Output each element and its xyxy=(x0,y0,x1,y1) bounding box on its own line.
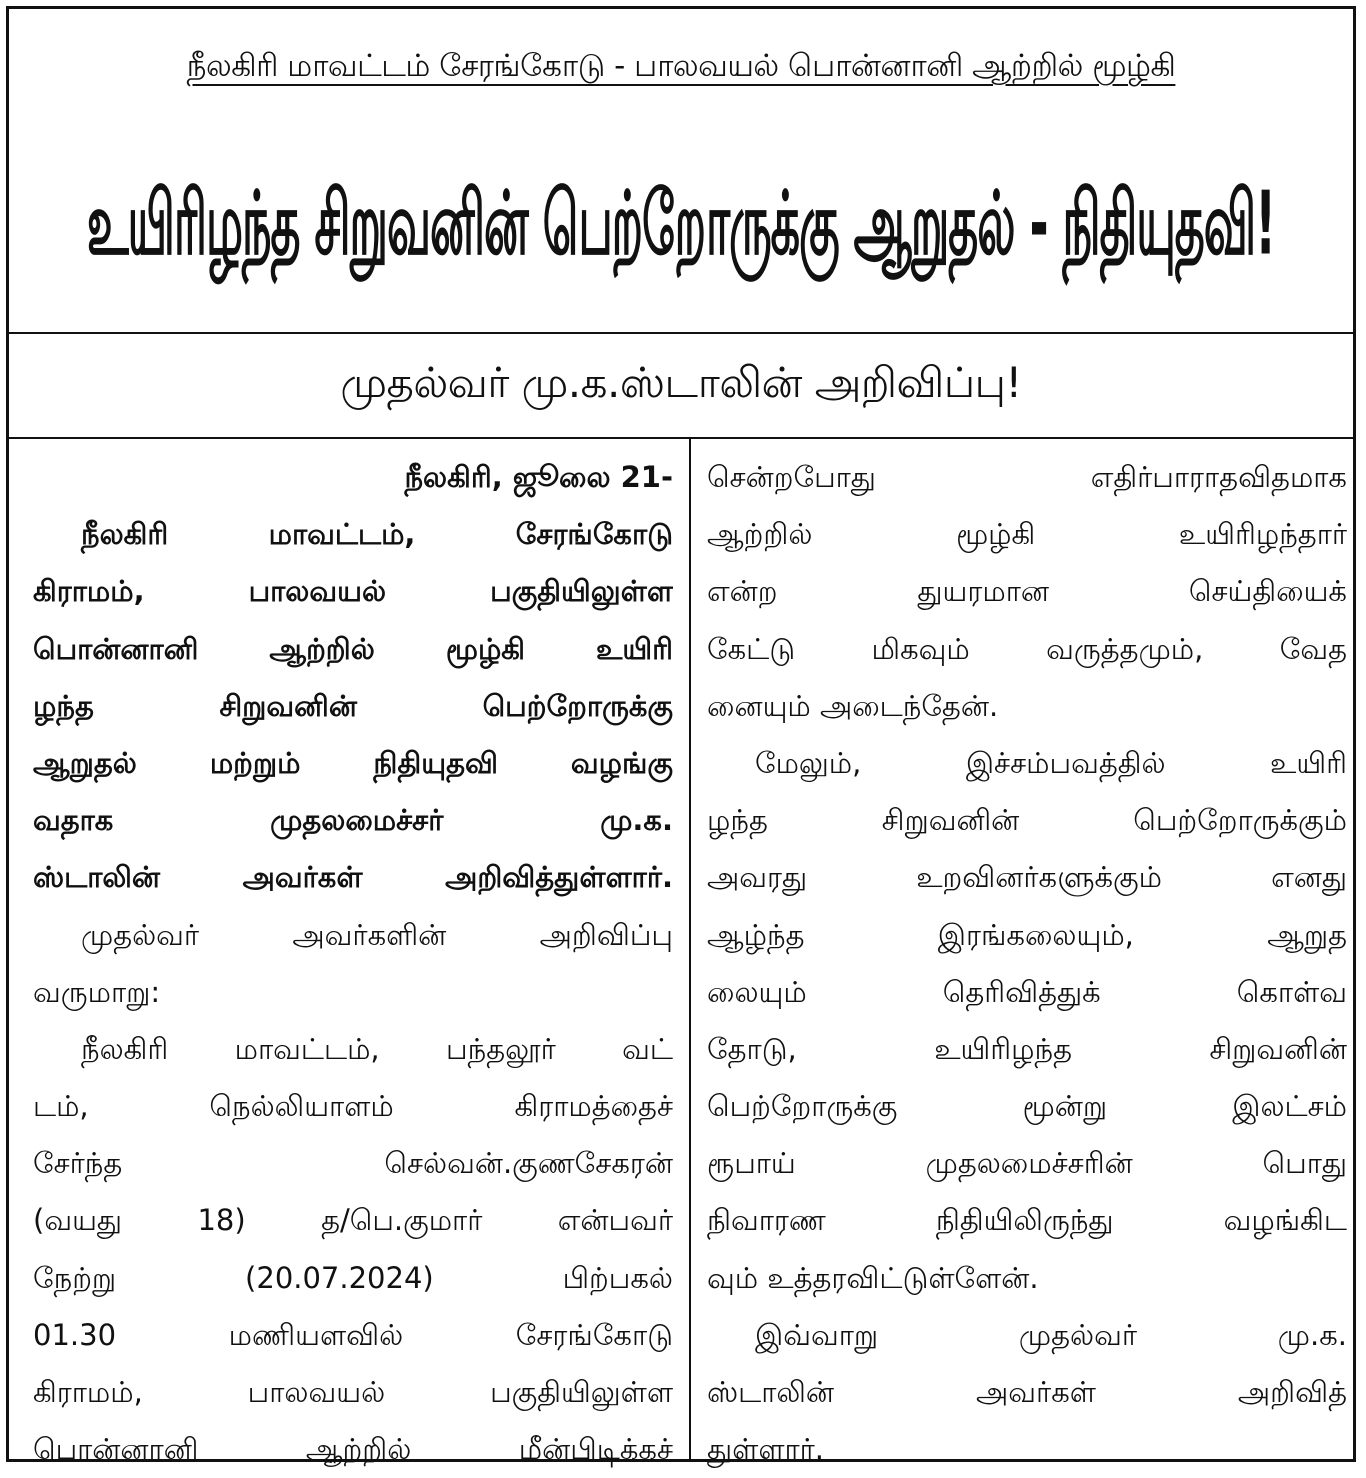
divider xyxy=(9,437,1353,439)
body-line: மேலும், இச்சம்பவத்தில் உயிரி xyxy=(755,745,1347,780)
body-line: கேட்டு மிகவும் வருத்தமும், வேத xyxy=(707,631,1347,666)
kicker-text: நீலகிரி மாவட்டம் சேரங்கோடு - பாலவயல் பொன்னானி ஆற்றில் மூழ்கி xyxy=(186,48,1176,84)
news-article xyxy=(6,6,1356,1467)
body-line: ஆழ்ந்த இரங்கலையும், ஆறுத xyxy=(707,917,1347,952)
dateline: நீலகிரி, ஜூலை 21- xyxy=(404,460,673,494)
body-line: தோடு, உயிரிழந்த சிறுவனின் xyxy=(707,1031,1347,1066)
column-divider xyxy=(689,439,691,1459)
body-line: அவரது உறவினர்களுக்கும் எனது xyxy=(707,860,1347,895)
subhead-text: முதல்வர் மு.க.ஸ்டாலின் அறிவிப்பு! xyxy=(340,358,1022,407)
article-kicker xyxy=(9,9,1353,127)
article-headline xyxy=(9,127,1353,332)
body-line: நீலகிரி மாவட்டம், சேரங்கோடு xyxy=(81,517,673,552)
body-line: வதாக முதலமைச்சர் மு.க. xyxy=(33,803,673,838)
body-line: இவ்வாறு முதல்வர் மு.க. xyxy=(755,1317,1347,1352)
body-line: கிராமம், பாலவயல் பகுதியிலுள்ள xyxy=(33,574,673,609)
body-line: சேர்ந்த செல்வன்.குணசேகரன் xyxy=(33,1146,673,1181)
body-line: ழந்த சிறுவனின் பெற்றோருக்கு xyxy=(33,688,673,723)
body-line: ரூபாய் முதலமைச்சரின் பொது xyxy=(707,1146,1347,1181)
body-line: முதல்வர் அவர்களின் அறிவிப்பு xyxy=(81,917,673,952)
body-line: ஸ்டாலின் அவர்கள் அறிவித்துள்ளார். xyxy=(33,860,673,895)
body-line: ஆறுதல் மற்றும் நிதியுதவி வழங்கு xyxy=(33,745,673,780)
body-line: பொன்னானி ஆற்றில் மீன்பிடிக்கச் xyxy=(33,1432,673,1467)
body-line: வருமாறு: xyxy=(33,974,161,1009)
right-column xyxy=(707,449,1347,1478)
body-line: லையும் தெரிவித்துக் கொள்வ xyxy=(707,974,1347,1009)
article-subhead xyxy=(9,334,1353,437)
body-line: ஆற்றில் மூழ்கி உயிரிழந்தார் xyxy=(707,517,1347,552)
body-line: பொன்னானி ஆற்றில் மூழ்கி உயிரி xyxy=(33,631,673,666)
headline-text: உயிரிழந்த சிறுவனின் பெற்றோருக்கு ஆறுதல் - நிதியுதவி! xyxy=(86,171,1276,275)
body-line: டம், நெல்லியாளம் கிராமத்தைச் xyxy=(33,1089,673,1124)
body-line: நேற்று (20.07.2024) பிற்பகல் xyxy=(33,1260,673,1295)
body-line: நீலகிரி மாவட்டம், பந்தலூர் வட் xyxy=(81,1031,673,1066)
body-line: என்ற துயரமான செய்தியைக் xyxy=(707,574,1347,609)
body-line: ழந்த சிறுவனின் பெற்றோருக்கும் xyxy=(707,803,1347,838)
body-line: (வயது 18) த/பெ.குமார் என்பவர் xyxy=(33,1203,673,1238)
body-line: துள்ளார். xyxy=(707,1432,825,1467)
body-line: ஸ்டாலின் அவர்கள் அறிவித் xyxy=(707,1375,1347,1409)
body-line: வும் உத்தரவிட்டுள்ளேன். xyxy=(707,1260,1039,1295)
body-line: கிராமம், பாலவயல் பகுதியிலுள்ள xyxy=(33,1375,673,1409)
left-column xyxy=(33,449,673,1478)
body-line: 01.30 மணியளவில் சேரங்கோடு xyxy=(33,1317,673,1352)
body-line: நிவாரண நிதியிலிருந்து வழங்கிட xyxy=(707,1203,1347,1238)
body-line: னையும் அடைந்தேன். xyxy=(707,688,999,723)
body-line: பெற்றோருக்கு மூன்று இலட்சம் xyxy=(707,1089,1347,1124)
body-line: சென்றபோது எதிர்பாராதவிதமாக xyxy=(707,460,1347,494)
